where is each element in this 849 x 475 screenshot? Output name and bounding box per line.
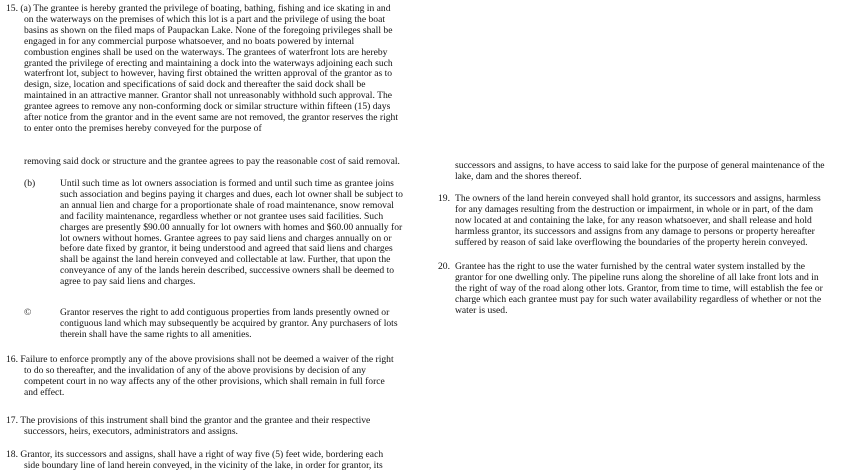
paragraph-18-line: side boundary line of land herein conveyed, in the vicinity of the lake, in order for grantor, its — [24, 459, 383, 471]
paragraph-18 — [6, 450, 446, 472]
paragraph-15c-line: contiguous land which may subsequently be acquired by grantor. Any purchasers of lots — [60, 317, 398, 329]
paragraph-15a-line: combustion engines shall be used on the waterways. The grantees of waterfront lots are hereby — [24, 46, 388, 58]
paragraph-20-line: grantor for one dwelling only. The pipeline runs along the shoreline of all lake front lots and in — [455, 271, 819, 283]
paragraph-15b-line: such association and begins paying it charges and dues, each lot owner shall be subject to — [60, 188, 403, 200]
paragraph-15a-line: engaged in for any commercial purpose whatsoever, and no boats powered by internal — [24, 35, 355, 47]
paragraph-20-marker: 20. — [438, 261, 450, 272]
paragraph-15a-line: to enter onto the premises hereby conveyed for the purpose of — [24, 122, 262, 134]
paragraph-15a-continued — [24, 157, 444, 168]
paragraph-16-line: and effect. — [24, 386, 65, 398]
paragraph-19-line: for any damages resulting from the destruction or impairment, in whole or in part, of the dam — [455, 203, 814, 215]
paragraph-19-line: suffered by reason of said lake overflowing the boundaries of the property herein conveyed. — [455, 236, 808, 248]
paragraph-15a-line: design, size, location and specifications of said dock and thereafter the said dock shall be — [24, 79, 366, 91]
paragraph-15a-line: granted the privilege of erecting and maintaining a dock into the waterways adjoining each such — [24, 57, 393, 69]
paragraph-15b-body — [60, 179, 444, 288]
paragraph-16-line: 16. Failure to enforce promptly any of the above provisions shall not be deemed a waiver of the right — [6, 354, 394, 365]
paragraph-17 — [6, 416, 446, 438]
paragraph-15a-line: maintained in an attractive manner. Grantor shall not unreasonably withhold such approval. The — [24, 90, 393, 102]
paragraph-19-body — [455, 194, 848, 249]
paragraph-15b-line: before date fixed by grantor, it being understood and agreed that said liens and charges — [60, 243, 393, 255]
paragraph-19-marker: 19. — [438, 193, 450, 204]
paragraph-15b-line: agree to pay said liens and charges. — [60, 276, 196, 288]
paragraph-15a-line: on the waterways on the premises of which this lot is a part and the privilege of using the boat — [24, 13, 386, 25]
paragraph-19-line: now located at and containing the lake, for any reason whatsoever, and shall release and hold — [455, 214, 812, 226]
paragraph-15a — [6, 4, 446, 135]
paragraph-18-continued-line: successors and assigns, to have access to said lake for the purpose of general maintenance of the — [455, 160, 825, 171]
paragraph-15a-line: after notice from the grantor and in the event same are not removed, the grantor reserves the right — [24, 112, 399, 124]
paragraph-20-line: the right of way of the road along other lots. Grantor, from time to time, will establish the fee or — [455, 282, 823, 294]
paragraph-15b-marker: (b) — [24, 178, 36, 189]
paragraph-16-line: to do so thereafter, and the invalidation of any of the above provisions by decision of any — [24, 364, 366, 376]
paragraph-15b-line: and facility maintenance, regardless whether or not grantee uses said facilities. Such — [60, 210, 384, 222]
paragraph-15c-line: therein shall have the same rights to all amenities. — [60, 328, 252, 340]
paragraph-15b-line: conveyance of any of the lands herein described, successive owners shall be deemed to — [60, 265, 395, 277]
paragraph-20 — [438, 262, 848, 317]
paragraph-15c — [24, 308, 444, 341]
paragraph-15b-line: charges are presently $90.00 annually for lot owners with homes and $60.00 annually for — [60, 221, 403, 233]
paragraph-20-line: Grantee has the right to use the water furnished by the central water system installed by the — [455, 261, 806, 272]
paragraph-15a-line: basins as shown on the filed maps of Paupackan Lake. None of the foregoing privileges shall be — [24, 24, 393, 36]
paragraph-18-line: 18. Grantor, its successors and assigns, shall have a right of way five (5) feet wide, bordering each — [6, 449, 384, 460]
paragraph-15b-line: an annual lien and charge for a proportionate shale of road maintenance, snow removal — [60, 199, 394, 211]
paragraph-17-line: successors, heirs, executors, administrators and assigns. — [24, 425, 238, 437]
paragraph-15a-line: 15. (a) The grantee is hereby granted the privilege of boating, bathing, fishing and ice skating in and — [6, 3, 391, 14]
paragraph-15c-body — [60, 308, 444, 341]
paragraph-15b-line: Until such time as lot owners association is formed and until such time as grantee joins — [60, 178, 394, 189]
paragraph-15b — [24, 179, 444, 288]
paragraph-16-line: competent court in no way affects any of the other provisions, which shall remain in full force — [24, 375, 385, 387]
paragraph-15a-line: grantee agrees to remove any non-conforming dock or similar structure within fifteen (15) days — [24, 101, 391, 113]
paragraph-19-line: The owners of the land herein conveyed shall hold grantor, its successors and assigns, harmless — [455, 193, 821, 204]
paragraph-15b-line: shall be against the land herein conveyed and collectable at law. Further, that upon the — [60, 254, 391, 266]
paragraph-20-line: water is used. — [455, 304, 508, 316]
paragraph-18-continued-line: lake, dam and the shores thereof. — [455, 170, 582, 182]
paragraph-16 — [6, 355, 446, 399]
paragraph-20-line: charge which each grantee must pay for such water availability regardless of whether or not the — [455, 293, 822, 305]
paragraph-17-line: 17. The provisions of this instrument shall bind the grantor and the grantee and their respective — [6, 415, 371, 426]
paragraph-15c-line: Grantor reserves the right to add contiguous properties from lands presently owned or — [60, 307, 390, 318]
paragraph-15a-continued-line: removing said dock or structure and the grantee agrees to pay the reasonable cost of said removal. — [24, 156, 400, 167]
paragraph-15a-line: waterfront lot, subject to however, having first obtained the written approval of the grantor as to — [24, 68, 393, 80]
paragraph-19 — [438, 194, 848, 249]
paragraph-15c-marker: © — [24, 307, 32, 318]
paragraph-18-continued — [455, 161, 845, 183]
paragraph-19-line: harmless grantor, its successors and assigns from any damage to persons or property hereafter — [455, 225, 815, 237]
paragraph-20-body — [455, 262, 848, 317]
paragraph-15b-line: lot owners without homes. Grantee agrees to pay said liens and charges annually on or — [60, 232, 392, 244]
